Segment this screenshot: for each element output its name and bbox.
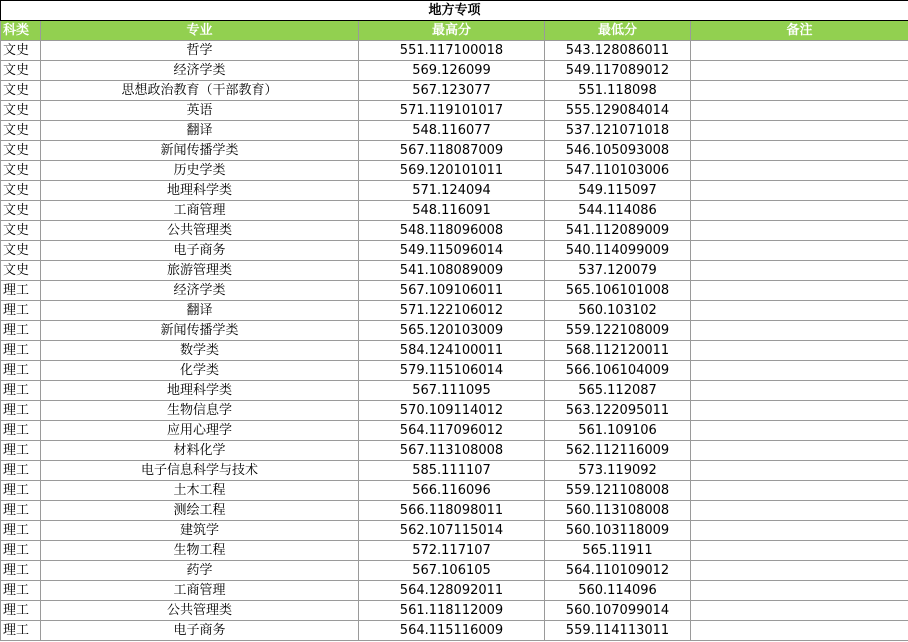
cell-min-score: 568.112120011 <box>545 341 691 361</box>
cell-max-score: 567.109106011 <box>359 281 545 301</box>
cell-major: 公共管理类 <box>41 601 359 621</box>
cell-major: 哲学 <box>41 41 359 61</box>
cell-subject: 文史 <box>1 81 41 101</box>
cell-min-score: 559.114113011 <box>545 621 691 641</box>
cell-max-score: 549.115096014 <box>359 241 545 261</box>
cell-min-score: 559.121108008 <box>545 481 691 501</box>
cell-note <box>691 421 908 441</box>
cell-subject: 文史 <box>1 181 41 201</box>
table-row <box>1 101 908 121</box>
cell-note <box>691 621 908 641</box>
table-row <box>1 401 908 421</box>
cell-major: 经济学类 <box>41 61 359 81</box>
table-row <box>1 321 908 341</box>
cell-max-score: 567.111095 <box>359 381 545 401</box>
table-row <box>1 261 908 281</box>
cell-note <box>691 381 908 401</box>
table-row <box>1 421 908 441</box>
cell-min-score: 565.106101008 <box>545 281 691 301</box>
cell-max-score: 569.120101011 <box>359 161 545 181</box>
cell-min-score: 559.122108009 <box>545 321 691 341</box>
cell-major: 地理科学类 <box>41 381 359 401</box>
title-row <box>1 1 908 21</box>
cell-major: 翻译 <box>41 121 359 141</box>
cell-subject: 理工 <box>1 341 41 361</box>
cell-major: 土木工程 <box>41 481 359 501</box>
header-row <box>1 21 908 41</box>
cell-max-score: 565.120103009 <box>359 321 545 341</box>
cell-note <box>691 281 908 301</box>
cell-note <box>691 241 908 261</box>
table-row <box>1 621 908 641</box>
cell-major: 翻译 <box>41 301 359 321</box>
cell-note <box>691 141 908 161</box>
cell-subject: 理工 <box>1 521 41 541</box>
cell-max-score: 584.124100011 <box>359 341 545 361</box>
cell-major: 数学类 <box>41 341 359 361</box>
cell-major: 历史学类 <box>41 161 359 181</box>
cell-min-score: 544.114086 <box>545 201 691 221</box>
cell-note <box>691 561 908 581</box>
cell-major: 生物工程 <box>41 541 359 561</box>
cell-subject: 理工 <box>1 321 41 341</box>
cell-max-score: 567.106105 <box>359 561 545 581</box>
table-row <box>1 361 908 381</box>
cell-subject: 文史 <box>1 121 41 141</box>
cell-min-score: 555.129084014 <box>545 101 691 121</box>
cell-subject: 文史 <box>1 101 41 121</box>
cell-max-score: 566.118098011 <box>359 501 545 521</box>
cell-major: 英语 <box>41 101 359 121</box>
cell-subject: 理工 <box>1 541 41 561</box>
cell-subject: 理工 <box>1 581 41 601</box>
cell-min-score: 563.122095011 <box>545 401 691 421</box>
cell-min-score: 562.112116009 <box>545 441 691 461</box>
cell-max-score: 548.116077 <box>359 121 545 141</box>
table-row <box>1 121 908 141</box>
header-max-score: 最高分 <box>359 21 545 41</box>
table-row <box>1 201 908 221</box>
cell-subject: 文史 <box>1 221 41 241</box>
cell-max-score: 541.108089009 <box>359 261 545 281</box>
table-row <box>1 441 908 461</box>
cell-min-score: 546.105093008 <box>545 141 691 161</box>
cell-note <box>691 41 908 61</box>
table-row <box>1 81 908 101</box>
table-row <box>1 561 908 581</box>
cell-subject: 文史 <box>1 161 41 181</box>
cell-subject: 文史 <box>1 41 41 61</box>
table-row <box>1 541 908 561</box>
cell-max-score: 572.117107 <box>359 541 545 561</box>
cell-major: 思想政治教育（干部教育） <box>41 81 359 101</box>
table-row <box>1 341 908 361</box>
cell-note <box>691 541 908 561</box>
cell-min-score: 560.103102 <box>545 301 691 321</box>
cell-major: 地理科学类 <box>41 181 359 201</box>
cell-major: 工商管理 <box>41 201 359 221</box>
cell-major: 测绘工程 <box>41 501 359 521</box>
cell-max-score: 548.118096008 <box>359 221 545 241</box>
cell-note <box>691 441 908 461</box>
cell-min-score: 541.112089009 <box>545 221 691 241</box>
cell-subject: 理工 <box>1 401 41 421</box>
cell-major: 电子信息科学与技术 <box>41 461 359 481</box>
cell-note <box>691 221 908 241</box>
cell-subject: 理工 <box>1 281 41 301</box>
cell-major: 化学类 <box>41 361 359 381</box>
cell-subject: 理工 <box>1 501 41 521</box>
cell-max-score: 548.116091 <box>359 201 545 221</box>
cell-subject: 文史 <box>1 241 41 261</box>
table-row <box>1 61 908 81</box>
cell-subject: 文史 <box>1 261 41 281</box>
cell-min-score: 540.114099009 <box>545 241 691 261</box>
cell-note <box>691 81 908 101</box>
cell-note <box>691 201 908 221</box>
cell-max-score: 567.113108008 <box>359 441 545 461</box>
cell-subject: 理工 <box>1 601 41 621</box>
table-row <box>1 461 908 481</box>
cell-major: 经济学类 <box>41 281 359 301</box>
cell-min-score: 549.115097 <box>545 181 691 201</box>
cell-subject: 理工 <box>1 481 41 501</box>
header-note: 备注 <box>691 21 908 41</box>
cell-note <box>691 101 908 121</box>
cell-note <box>691 581 908 601</box>
cell-min-score: 537.120079 <box>545 261 691 281</box>
table-row <box>1 601 908 621</box>
cell-min-score: 560.114096 <box>545 581 691 601</box>
cell-max-score: 579.115106014 <box>359 361 545 381</box>
cell-note <box>691 121 908 141</box>
cell-max-score: 551.117100018 <box>359 41 545 61</box>
cell-min-score: 560.103118009 <box>545 521 691 541</box>
table-row <box>1 481 908 501</box>
cell-min-score: 565.11911 <box>545 541 691 561</box>
table-row <box>1 521 908 541</box>
cell-major: 生物信息学 <box>41 401 359 421</box>
cell-major: 电子商务 <box>41 241 359 261</box>
cell-note <box>691 501 908 521</box>
cell-max-score: 571.119101017 <box>359 101 545 121</box>
table-row <box>1 161 908 181</box>
cell-subject: 理工 <box>1 441 41 461</box>
cell-min-score: 547.110103006 <box>545 161 691 181</box>
cell-min-score: 537.121071018 <box>545 121 691 141</box>
cell-subject: 理工 <box>1 301 41 321</box>
cell-major: 药学 <box>41 561 359 581</box>
cell-max-score: 564.117096012 <box>359 421 545 441</box>
cell-note <box>691 341 908 361</box>
header-min-score: 最低分 <box>545 21 691 41</box>
cell-min-score: 565.112087 <box>545 381 691 401</box>
cell-major: 新闻传播学类 <box>41 321 359 341</box>
cell-major: 工商管理 <box>41 581 359 601</box>
table-row <box>1 181 908 201</box>
table-row <box>1 301 908 321</box>
header-major: 专业 <box>41 21 359 41</box>
table-row <box>1 381 908 401</box>
cell-max-score: 562.107115014 <box>359 521 545 541</box>
cell-subject: 文史 <box>1 141 41 161</box>
cell-max-score: 567.118087009 <box>359 141 545 161</box>
cell-note <box>691 181 908 201</box>
cell-min-score: 561.109106 <box>545 421 691 441</box>
cell-max-score: 571.122106012 <box>359 301 545 321</box>
cell-max-score: 570.109114012 <box>359 401 545 421</box>
cell-max-score: 566.116096 <box>359 481 545 501</box>
cell-note <box>691 461 908 481</box>
cell-min-score: 573.119092 <box>545 461 691 481</box>
table-title: 地方专项 <box>1 1 908 21</box>
cell-max-score: 585.111107 <box>359 461 545 481</box>
cell-subject: 理工 <box>1 621 41 641</box>
cell-note <box>691 521 908 541</box>
cell-min-score: 564.110109012 <box>545 561 691 581</box>
cell-major: 应用心理学 <box>41 421 359 441</box>
cell-min-score: 566.106104009 <box>545 361 691 381</box>
cell-min-score: 560.107099014 <box>545 601 691 621</box>
cell-subject: 理工 <box>1 421 41 441</box>
table-row <box>1 141 908 161</box>
cell-subject: 理工 <box>1 561 41 581</box>
cell-min-score: 549.117089012 <box>545 61 691 81</box>
cell-max-score: 561.118112009 <box>359 601 545 621</box>
cell-subject: 文史 <box>1 61 41 81</box>
cell-major: 新闻传播学类 <box>41 141 359 161</box>
cell-note <box>691 321 908 341</box>
cell-major: 材料化学 <box>41 441 359 461</box>
cell-note <box>691 301 908 321</box>
cell-note <box>691 601 908 621</box>
cell-note <box>691 261 908 281</box>
cell-max-score: 569.126099 <box>359 61 545 81</box>
cell-major: 电子商务 <box>41 621 359 641</box>
cell-subject: 理工 <box>1 461 41 481</box>
cell-major: 旅游管理类 <box>41 261 359 281</box>
table-row <box>1 241 908 261</box>
table-row <box>1 221 908 241</box>
table-row <box>1 41 908 61</box>
cell-note <box>691 401 908 421</box>
cell-major: 公共管理类 <box>41 221 359 241</box>
table-row <box>1 581 908 601</box>
cell-note <box>691 161 908 181</box>
cell-subject: 理工 <box>1 361 41 381</box>
cell-max-score: 564.115116009 <box>359 621 545 641</box>
table-row <box>1 501 908 521</box>
table-row <box>1 281 908 301</box>
header-subject: 科类 <box>1 21 41 41</box>
cell-note <box>691 61 908 81</box>
cell-note <box>691 361 908 381</box>
table-body <box>1 41 908 641</box>
cell-max-score: 571.124094 <box>359 181 545 201</box>
cell-min-score: 551.118098 <box>545 81 691 101</box>
cell-max-score: 564.128092011 <box>359 581 545 601</box>
cell-subject: 理工 <box>1 381 41 401</box>
cell-max-score: 567.123077 <box>359 81 545 101</box>
cell-subject: 文史 <box>1 201 41 221</box>
cell-min-score: 543.128086011 <box>545 41 691 61</box>
cell-major: 建筑学 <box>41 521 359 541</box>
cell-min-score: 560.113108008 <box>545 501 691 521</box>
cell-note <box>691 481 908 501</box>
